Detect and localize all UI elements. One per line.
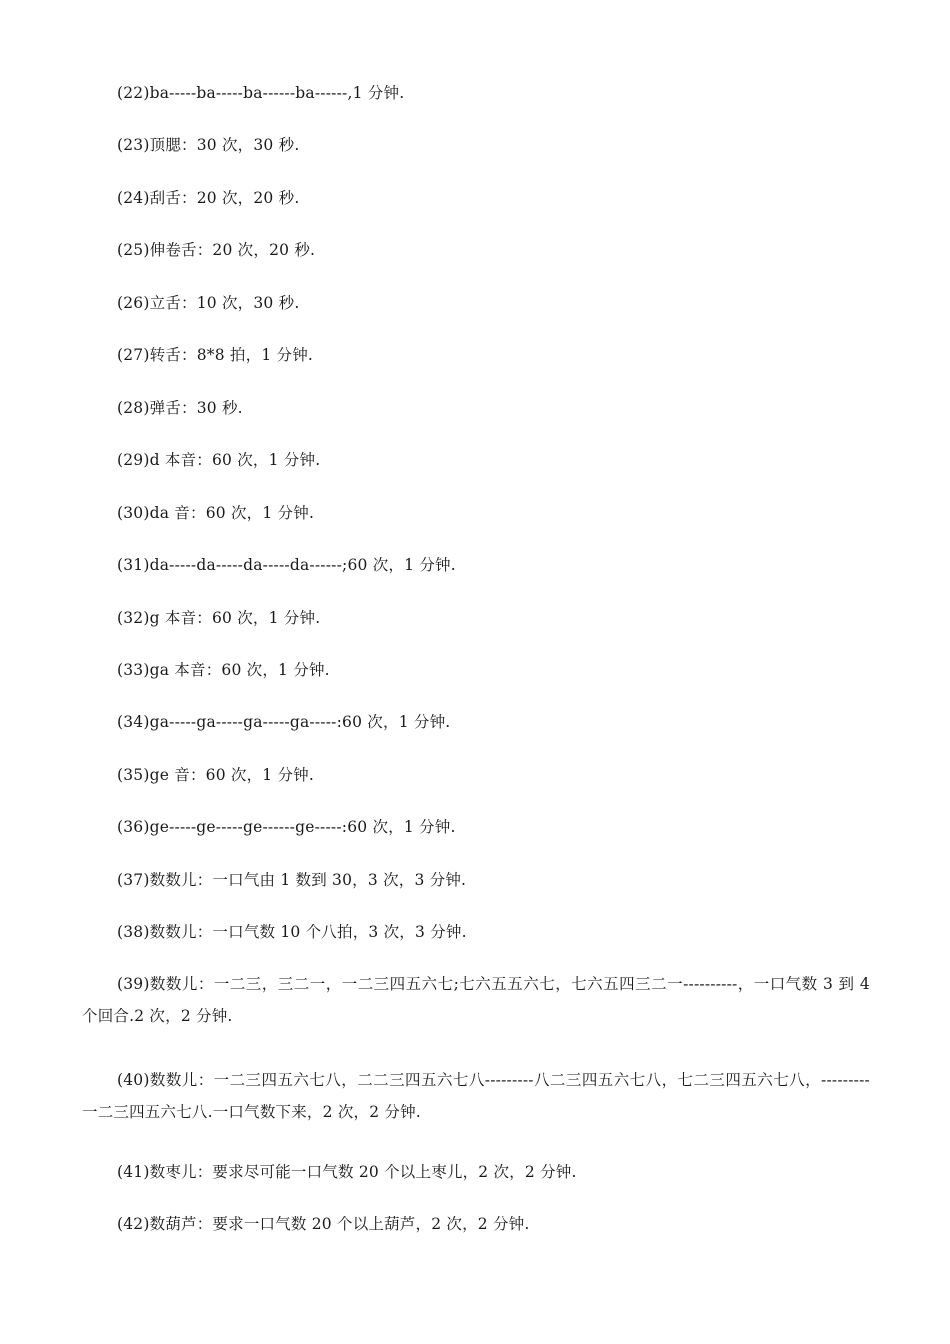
list-item-29: (29)d 本音：60 次，1 分钟. [117, 451, 321, 469]
list-item-41: (41)数枣儿：要求尽可能一口气数 20 个以上枣儿，2 次，2 分钟. [117, 1163, 577, 1181]
list-item-33: (33)ga 本音：60 次，1 分钟. [117, 661, 330, 679]
list-item-30: (30)da 音：60 次，1 分钟. [117, 504, 315, 522]
list-item-36: (36)ge-----ge-----ge------ge-----:60 次，1 分钟. [117, 818, 456, 836]
list-item-23: (23)顶腮：30 次，30 秒. [117, 136, 300, 154]
list-item-40: (40)数数儿：一二三四五六七八，二二三四五六七八---------八二三四五六七八，七二三四五六七八，---------一二三四五六七八.一口气数下来，2 次，2 分钟. [82, 1071, 870, 1121]
list-item-42: (42)数葫芦：要求一口气数 20 个以上葫芦，2 次，2 分钟. [117, 1215, 530, 1233]
list-item-24: (24)刮舌：20 次，20 秒. [117, 189, 300, 207]
list-item-25: (25)伸卷舌：20 次，20 秒. [117, 241, 316, 259]
list-item-38: (38)数数儿：一口气数 10 个八拍，3 次，3 分钟. [117, 923, 467, 941]
list-item-22: (22)ba-----ba-----ba------ba------,1 分钟. [117, 84, 405, 102]
list-item-28: (28)弹舌：30 秒. [117, 399, 243, 417]
list-item-39: (39)数数儿：一二三，三二一，一二三四五六七;七六五五六七，七六五四三二一----------，一口气数 3 到 4 个回合.2 次，2 分钟. [82, 975, 870, 1025]
list-item-26: (26)立舌：10 次，30 秒. [117, 294, 300, 312]
list-item-37: (37)数数儿：一口气由 1 数到 30，3 次，3 分钟. [117, 871, 467, 889]
list-item-34: (34)ga-----ga-----ga-----ga-----:60 次，1 分钟. [117, 713, 451, 731]
list-item-27: (27)转舌：8*8 拍，1 分钟. [117, 346, 314, 364]
list-item-35: (35)ge 音：60 次，1 分钟. [117, 766, 315, 784]
list-item-31: (31)da-----da-----da-----da------;60 次，1 分钟. [117, 556, 456, 574]
list-item-32: (32)g 本音：60 次，1 分钟. [117, 609, 321, 627]
